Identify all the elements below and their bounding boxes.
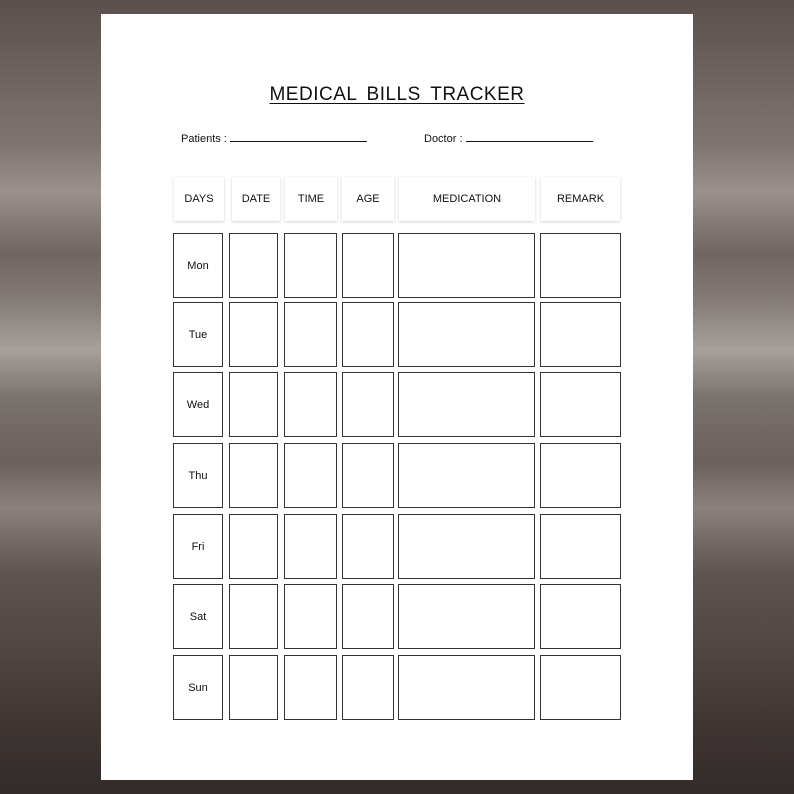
remark-cell-sat[interactable] xyxy=(540,584,621,649)
patients-line[interactable] xyxy=(230,132,367,142)
header-date: DATE xyxy=(232,177,280,221)
date-cell-thu[interactable] xyxy=(229,443,278,508)
header-remark: REMARK xyxy=(541,177,620,221)
time-cell-sun[interactable] xyxy=(284,655,337,720)
medication-cell-sun[interactable] xyxy=(398,655,535,720)
age-cell-mon[interactable] xyxy=(342,233,394,298)
doctor-field xyxy=(424,132,593,145)
remark-cell-mon[interactable] xyxy=(540,233,621,298)
day-cell-wed: Wed xyxy=(173,372,223,437)
patients-label: Patients : xyxy=(181,133,227,145)
medication-cell-tue[interactable] xyxy=(398,302,535,367)
time-cell-thu[interactable] xyxy=(284,443,337,508)
doctor-line[interactable] xyxy=(466,132,593,142)
time-cell-mon[interactable] xyxy=(284,233,337,298)
page-title: MEDICAL BILLS TRACKER xyxy=(269,84,525,105)
medication-cell-fri[interactable] xyxy=(398,514,535,579)
day-cell-tue: Tue xyxy=(173,302,223,367)
age-cell-sat[interactable] xyxy=(342,584,394,649)
header-medication: MEDICATION xyxy=(399,177,535,221)
date-cell-mon[interactable] xyxy=(229,233,278,298)
day-cell-sun: Sun xyxy=(173,655,223,720)
medication-cell-wed[interactable] xyxy=(398,372,535,437)
remark-cell-fri[interactable] xyxy=(540,514,621,579)
time-cell-fri[interactable] xyxy=(284,514,337,579)
time-cell-sat[interactable] xyxy=(284,584,337,649)
remark-cell-sun[interactable] xyxy=(540,655,621,720)
date-cell-fri[interactable] xyxy=(229,514,278,579)
time-cell-wed[interactable] xyxy=(284,372,337,437)
date-cell-tue[interactable] xyxy=(229,302,278,367)
header-time: TIME xyxy=(285,177,337,221)
remark-cell-tue[interactable] xyxy=(540,302,621,367)
date-cell-sun[interactable] xyxy=(229,655,278,720)
age-cell-sun[interactable] xyxy=(342,655,394,720)
patients-field xyxy=(181,132,367,145)
day-cell-sat: Sat xyxy=(173,584,223,649)
day-cell-mon: Mon xyxy=(173,233,223,298)
doctor-label: Doctor : xyxy=(424,133,463,145)
tracker-sheet xyxy=(101,14,693,780)
remark-cell-wed[interactable] xyxy=(540,372,621,437)
medication-cell-thu[interactable] xyxy=(398,443,535,508)
header-days: DAYS xyxy=(174,177,224,221)
medication-cell-sat[interactable] xyxy=(398,584,535,649)
remark-cell-thu[interactable] xyxy=(540,443,621,508)
time-cell-tue[interactable] xyxy=(284,302,337,367)
age-cell-thu[interactable] xyxy=(342,443,394,508)
date-cell-sat[interactable] xyxy=(229,584,278,649)
day-cell-thu: Thu xyxy=(173,443,223,508)
day-cell-fri: Fri xyxy=(173,514,223,579)
age-cell-tue[interactable] xyxy=(342,302,394,367)
header-age: AGE xyxy=(342,177,394,221)
medication-cell-mon[interactable] xyxy=(398,233,535,298)
date-cell-wed[interactable] xyxy=(229,372,278,437)
age-cell-fri[interactable] xyxy=(342,514,394,579)
age-cell-wed[interactable] xyxy=(342,372,394,437)
